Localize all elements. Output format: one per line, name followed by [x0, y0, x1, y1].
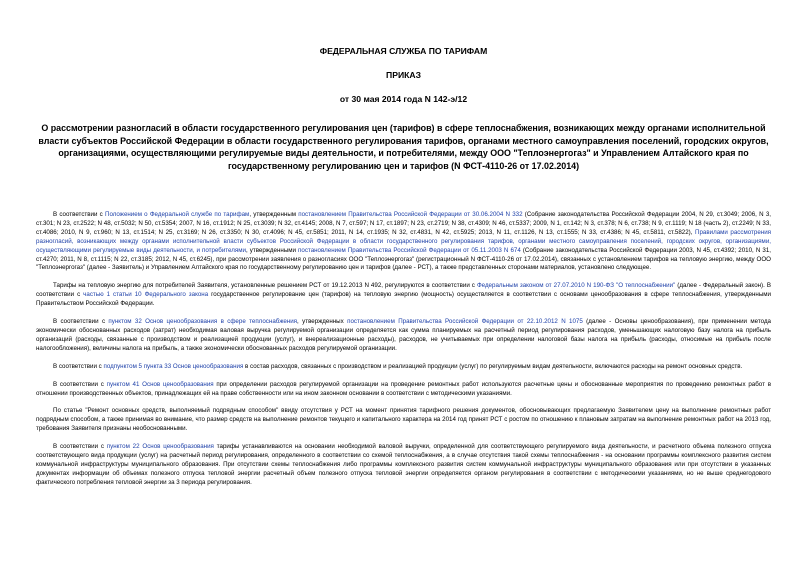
- document-link[interactable]: постановлением Правительства Российской Федерации от 05.11.2003 N 674: [298, 246, 521, 254]
- paragraph-text: при определении расходов регулируемой организации на проведение ремонтных работ используются расчетные цены и обоснованные мероприятия по проведению ремонтных работ в отношении производственных объектов, принадлежащих ей на праве собственности или на ином законном основании в соответствии с методическими указаниями.: [36, 380, 771, 397]
- paragraph-text: государственное регулирование цен (тарифов) на тепловую энергию (мощность) осуществляется в соответствии с основами ценообразования в сфере теплоснабжения, утвержденными Правительством Российской Федерации.: [36, 291, 772, 308]
- paragraph-text: В соответствии с: [53, 318, 109, 326]
- document-link[interactable]: пунктом 32 Основ ценообразования в сфере теплоснабжения: [108, 318, 298, 326]
- document-title: О рассмотрении разногласий в области государственного регулирования цен (тарифов) в сфере теплоснабжения, возникающих между органами исполнительной власти субъектов Российской Федерации в области государственного регулирования тарифов, органами местного самоуправления поселений, городских округов, организациями, осуществляющими регулируемые виды деятельности, и потребителями, между ООО "Теплоэнергогаз" и Управлением Алтайского края по государственному регулированию цен и тарифов (N ФСТ-4110-26 от 17.02.2014): [38, 123, 769, 171]
- paragraph-text: , утвержденных: [297, 318, 348, 326]
- paragraph-text: (Собрание законодательства Российской Федерации 2004, N 29, ст.3049; 2006, N 3, ст.301; N 23, ст.2522; N 48, ст.5032; N 50, ст.5354; 2007, N 16, ст.1912; N 25, ст.3039; N 32, ст.4145; 2008, N 7, ст.597; N 17, ст.1897; N 23, ст.2719; N 38, ст.4309; N 46, ст.5337; 2009, N 1, ст.142; N 3, ст.378; N 6, ст.738; N 9, ст.1119; N 18 (часть 2), ст.2249; N 33, ст.4086; 2010, N 9, ст.960; N 13, ст.1514; N 25, ст.3169; N 26, ст.3350; N 30, ст.4096; N 45, ст.5851; 2011, N 14, ст.1935; N 32, ст.4831, N 42, ст.5925; 2013, N 11, ст.1126, N 13, ст.1555; N 33, ст.4386; N 45, ст.5811, ст.5822),: [36, 211, 771, 236]
- document-link[interactable]: пунктом 22 Основ ценообразования: [106, 443, 214, 451]
- document-link[interactable]: подпунктом 5 пункта 33 Основ ценообразования: [103, 362, 244, 370]
- document-link[interactable]: постановлением Правительства Российской Федерации от 30.06.2004 N 332: [298, 211, 523, 218]
- paragraph-text: В соответствии с: [53, 211, 105, 218]
- document-link[interactable]: пунктом 41 Основ ценообразования: [106, 380, 214, 388]
- paragraph-text: Тарифы на тепловую энергию для потребителей Заявителя, установленные решением РСТ от 19.12.2013 N 492, регулируются в соответствии с: [53, 282, 477, 290]
- document-link[interactable]: Федеральным законом от 27.07.2010 N 190-ФЗ "О теплоснабжении": [476, 282, 676, 290]
- paragraph-text: в состав расходов, связанных с производством и реализацией продукции (услуг) по регулируемым видам деятельности, включаются расходы на ремонт основных средств.: [243, 362, 743, 370]
- document-body: [36, 211, 771, 488]
- paragraph-text: В соответствии с: [53, 380, 107, 388]
- paragraph-text: (далее - Основы ценообразования), при применении метода экономически обоснованных расходов (затрат) необходимая валовая выручка регулируемой организации определяется как сумма планируемых на расчетный период регулирования расходов, уменьшающих налоговую базу налога на прибыль организаций (расходы, связанные с производством и реализацией продукции (услуг), и внереализационные расходы), расходов, не учитываемых при определении налоговой базы налога на прибыль (расходы, относимые на прибыль после налогообложения), величины налога на прибыль, а также экономически обоснованных расходов регулируемой организации.: [36, 318, 771, 352]
- body-paragraph: [36, 318, 771, 354]
- document-link[interactable]: частью 1 статьи 10 Федерального закона: [83, 291, 209, 299]
- paragraph-text: (Собрание законодательства Российской Федерации 2003, N 45, ст.4392; 2010, N 31, ст.4270; 2011, N 8, ст.1115; N 22, ст.3185; 2012, N 45, ст.6245), при рассмотрении заявления о разногласиях ООО "Теплоэнергогаз" (регистрационный N ФСТ-4110-26 от 17.02.2014), связанных с установлением тарифов на тепловую энергию, между ООО "Теплоэнергогаз" (далее - Заявитель) и Управлением Алтайского края по государственному регулированию цен и тарифов (далее - РСТ), а также представленных сторонами материалов, установлено следующее.: [36, 246, 771, 272]
- body-paragraph: [36, 443, 771, 488]
- body-paragraph: [36, 363, 771, 372]
- body-paragraph: [36, 407, 771, 434]
- document-link[interactable]: постановлением Правительства Российской Федерации от 22.10.2012 N 1075: [347, 318, 583, 326]
- document-date-line: от 30 мая 2014 года N 142-э/12: [339, 94, 468, 104]
- document-type-heading: ПРИКАЗ: [386, 70, 421, 80]
- paragraph-text: (далее - Федеральный закон). В соответствии с: [36, 282, 771, 299]
- paragraph-text: В соответствии с: [53, 362, 104, 370]
- paragraph-text: , утвержденными: [245, 246, 299, 254]
- paragraph-text: В соответствии с: [53, 443, 107, 451]
- paragraph-text: , утвержденным: [249, 211, 299, 218]
- document-link[interactable]: Положением о Федеральной службе по тарифам: [105, 211, 250, 218]
- body-paragraph: [36, 211, 771, 273]
- paragraph-text: По статье "Ремонт основных средств, выполняемый подрядным способом" ввиду отсутствия у РСТ на момент принятия тарифного решения документов, обосновывающих предлагаемую Заявителем цену на выполнение ремонтных работ подрядным способом, а также принимая во внимание, что размер средств на выполнение ремонтов текущего и капитального характера на 2014 год принят РСТ с ростом по отношению к плановым затратам на выполнение ремонтных работ на 2013 год, требования Заявителя признаны необоснованными.: [36, 407, 771, 433]
- body-paragraph: [36, 282, 771, 309]
- agency-heading: ФЕДЕРАЛЬНАЯ СЛУЖБА ПО ТАРИФАМ: [319, 46, 488, 56]
- document-link[interactable]: Правилами рассмотрения разногласий, возникающих между органами исполнительной власти субъектов Российской Федерации в области государственного регулирования тарифов, органами местного самоуправления поселений, городских округов, организациями, осуществляющими регулируемые виды деятельности, и потребителями: [36, 228, 771, 254]
- body-paragraph: [36, 381, 771, 399]
- paragraph-text: тарифы устанавливаются на основании необходимой валовой выручки, определенной для соответствующего регулируемого вида деятельности, и расчетного объема полезного отпуска соответствующего вида продукции (услуг) на расчетный период регулирования, определенного в соответствии со схемой теплоснабжения, а в случае отсутствия такой схемы теплоснабжения - на основании программы комплексного развития систем коммунальной инфраструктуры муниципального образования. При отсутствии схемы теплоснабжения либо программы комплексного развития систем коммунальной инфраструктуры муниципального образования или при отсутствии в указанных документах информации об объемах полезного отпуска тепловой энергии расчетный объем полезного отпуска тепловой энергии определяется органом регулирования в соответствии с методическими указаниями, но не выше среднегодового фактического потребления тепловой энергии за 3 периода регулирования.: [36, 443, 772, 486]
